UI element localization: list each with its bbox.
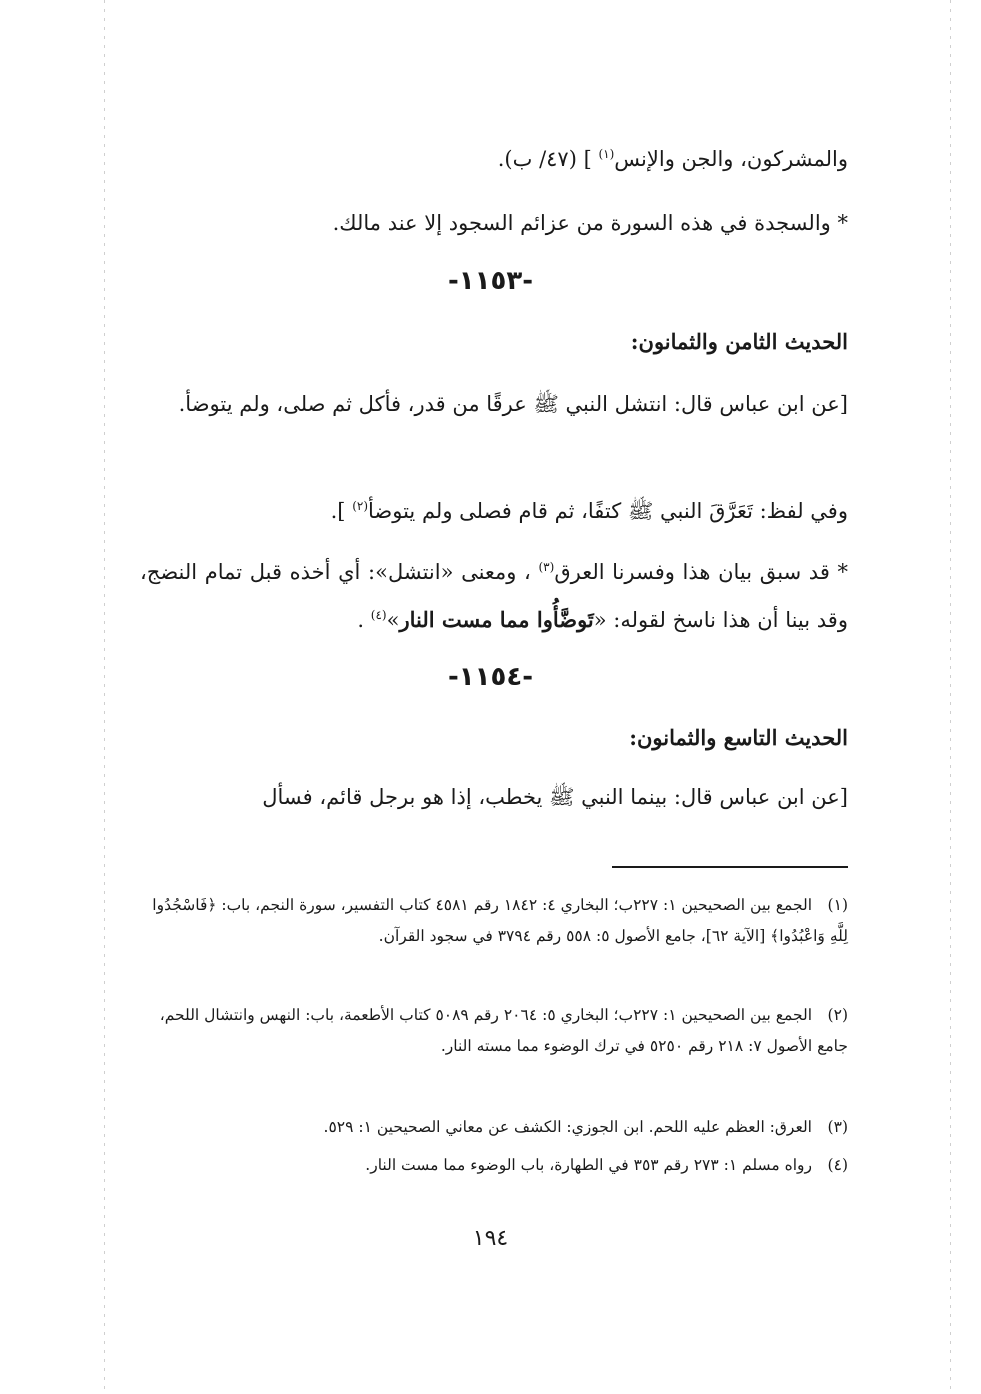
- footnote-ref[interactable]: (٤): [370, 608, 387, 622]
- body-text: وفي لفظ: تَعَرَّقَ النبي ﷺ كتفًا، ثم قام فصلى ولم يتوضأ: [368, 499, 848, 523]
- body-text: والمشركون، والجن والإنس: [614, 147, 848, 171]
- body-text: .: [357, 608, 365, 632]
- footnote-ref[interactable]: (٢): [352, 499, 369, 513]
- page-number: ١٩٤: [472, 1226, 509, 1251]
- footnote-ref[interactable]: (١): [598, 147, 615, 161]
- commentary: [140, 548, 848, 644]
- body-text: * والسجدة في هذه السورة من عزائم السجود إلا عند مالك.: [332, 211, 848, 235]
- hadith-text: [عن ابن عباس قال: انتشل النبي ﷺ عرقًا من قدر، فأكل ثم صلى، ولم يتوضأ.: [178, 392, 848, 416]
- footnote-text: رواه مسلم ١: ٢٧٣ رقم ٣٥٣ في الطهارة، باب الوضوء مما مست النار.: [365, 1156, 812, 1174]
- scan-edge-mark: [950, 0, 951, 1394]
- hadith-heading: الحديث الثامن والثمانون:: [630, 329, 848, 354]
- footnote-number: (٤): [827, 1156, 848, 1174]
- body-text: * قد سبق بيان هذا وفسرنا العرق: [554, 560, 848, 584]
- footnote-text: العرق: العظم عليه اللحم. ابن الجوزي: الكشف عن معاني الصحيحين ١: ٥٢٩.: [323, 1118, 812, 1136]
- body-line-1: [140, 140, 848, 178]
- body-line-2: [140, 204, 848, 242]
- footnote-number: (٣): [827, 1118, 848, 1136]
- footnote-text: الجمع بين الصحيحين ١: ٢٢٧ب؛ البخاري ٤: ١٨٤٢ رقم ٤٥٨١ كتاب التفسير، سورة النجم، باب: ﴿فَاسْجُدُوا لِلَّهِ وَاعْبُدُوا﴾ [الآية ٦٢]، جامع الأصول ٥: ٥٥٨ رقم ٣٧٩٤ في سجود القرآن.: [152, 896, 848, 945]
- hadith-variant: [140, 492, 848, 530]
- body-text: »: [386, 608, 400, 632]
- footnote-item: [140, 1150, 848, 1181]
- footnote-item: [140, 1112, 848, 1143]
- footnote-ref[interactable]: (٣): [538, 560, 555, 574]
- footnote-number: (٢): [827, 1006, 848, 1024]
- hadith-number: -١١٥٣-: [447, 266, 534, 296]
- hadith-heading: الحديث التاسع والثمانون:: [629, 725, 848, 750]
- body-text: ].: [330, 499, 346, 523]
- footnote-divider: [612, 866, 848, 868]
- footnote-number: (١): [827, 896, 848, 914]
- hadith-number: -١١٥٤-: [447, 662, 534, 692]
- footnote-item: [140, 1000, 848, 1062]
- scan-edge-mark: [104, 0, 105, 1394]
- footnote-item: [140, 890, 848, 952]
- hadith-text: [عن ابن عباس قال: بينما النبي ﷺ يخطب، إذا هو برجل قائم، فسأل: [262, 785, 848, 809]
- body-text: ] (٤٧/ ب).: [497, 147, 592, 171]
- footnote-text: الجمع بين الصحيحين ١: ٢٢٧ب؛ البخاري ٥: ٢٠٦٤ رقم ٥٠٨٩ كتاب الأطعمة، باب: النهس وانتشال اللحم، جامع الأصول ٧: ٢١٨ رقم ٥٢٥٠ في ترك الوضوء مما مسته النار.: [159, 1006, 848, 1055]
- body-text: ، ومعنى «انتشل»: أي أخذه قبل تمام النضج، وقد بينا أن هذا ناسخ لقوله: «: [140, 560, 848, 632]
- quoted-hadith: تَوضَّأُوا مما مست النار: [399, 607, 594, 632]
